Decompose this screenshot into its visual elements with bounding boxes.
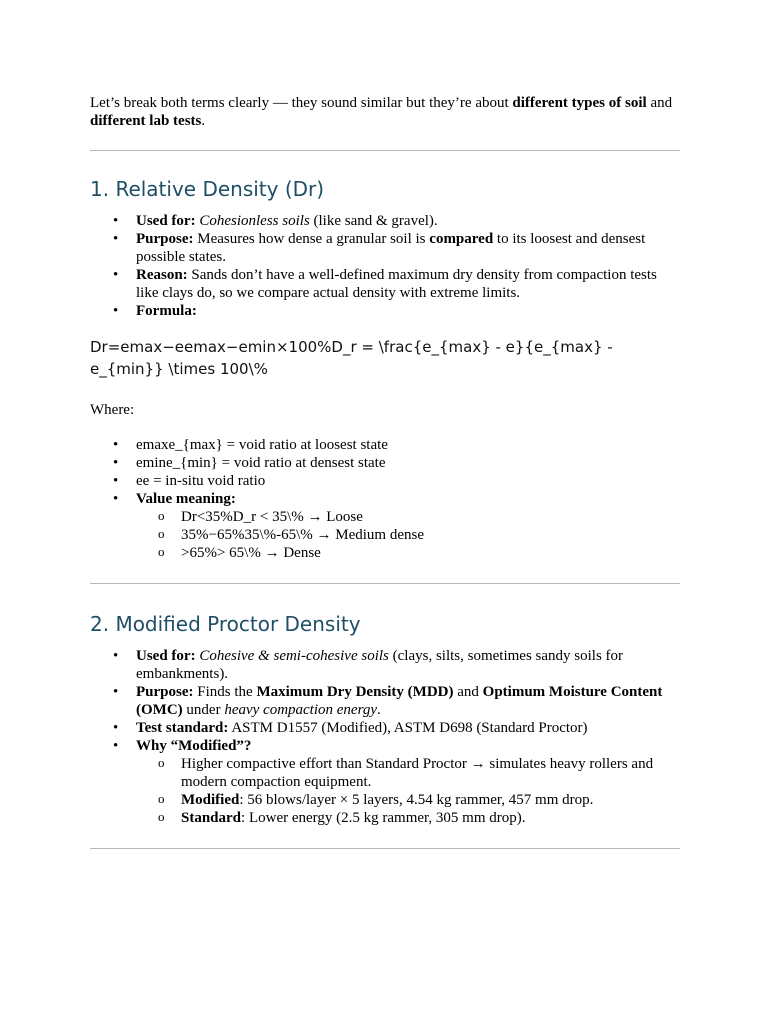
intro-text: . (201, 113, 206, 129)
intro-bold-soil: different types of soil (512, 95, 647, 111)
list-item-reason (90, 266, 680, 302)
sublist-item-standard (136, 809, 680, 827)
list-item-purpose (90, 683, 680, 719)
sublist-item-loose: o Dr<35%D_r < 35\% → Loose (136, 508, 680, 526)
label: Modified (181, 792, 240, 808)
list-item-why-modified (90, 737, 680, 827)
value-meaning-sublist (91, 508, 680, 562)
list-item-purpose (90, 230, 680, 266)
text: Finds the (193, 684, 257, 700)
italic-text: heavy compaction energy (224, 702, 378, 718)
text: ASTM D1557 (Modified), ASTM D698 (Standard Proctor) (228, 720, 588, 736)
list-item-used-for (90, 647, 680, 683)
list-item-test-standard (90, 719, 680, 737)
text: (clays, silts, sometimes sandy soils for embankments). (136, 648, 624, 682)
divider (90, 848, 680, 849)
bold-text: compared (429, 231, 494, 247)
section-1-heading: 1. Relative Density (Dr) (90, 177, 325, 201)
label: Purpose: (136, 231, 194, 247)
divider (90, 583, 680, 584)
label: Formula: (136, 303, 197, 319)
document-body (90, 94, 680, 849)
text: and (453, 684, 483, 700)
label: Reason: (136, 267, 188, 283)
label: Used for: (136, 213, 196, 229)
variables-list (90, 436, 680, 562)
intro-paragraph (90, 94, 680, 130)
text: to its loosest and densest possible states. (136, 231, 646, 265)
label: Standard (181, 810, 242, 826)
list-item-emin: • emine_{min} = void ratio at densest state (90, 454, 680, 472)
section-2-list (90, 647, 680, 827)
text: Sands don’t have a well-defined maximum dry density from compaction tests like clays do, so we compare actual density with extreme limits. (136, 267, 657, 301)
text: under (182, 702, 225, 718)
sublist-item-higher-effort: o Higher compactive effort than Standard Proctor → simulates heavy rollers and modern compaction equipment. (136, 755, 680, 791)
text: : Lower energy (2.5 kg rammer, 305 mm drop). (241, 810, 526, 826)
list-item-e: • ee = in-situ void ratio (90, 472, 680, 490)
label: Purpose: (136, 684, 194, 700)
list-item-formula (90, 302, 680, 320)
text: Measures how dense a granular soil is (193, 231, 430, 247)
formula-text: Dr=emax−eemax−emin×100%D_r = \frac{e_{max} - e}{e_{max} - e_{min}} \times 100\% (90, 338, 613, 378)
label: Test standard: (136, 720, 229, 736)
bold-text: Maximum Dry Density (MDD) (256, 684, 454, 700)
text: (like sand & gravel). (309, 213, 438, 229)
sublist-item-dense: o >65%> 65\% → Dense (136, 544, 680, 562)
why-modified-sublist (91, 755, 680, 827)
text: . (377, 702, 381, 718)
list-item-emax: • emaxe_{max} = void ratio at loosest state (90, 436, 680, 454)
list-item-used-for (90, 212, 680, 230)
intro-text: and (646, 95, 673, 111)
sublist-item-modified (136, 791, 680, 809)
text: : 56 blows/layer × 5 layers, 4.54 kg rammer, 457 mm drop. (239, 792, 594, 808)
divider (90, 150, 680, 151)
italic-text: Cohesive & semi-cohesive soils (199, 648, 389, 664)
section-2-heading: 2. Modified Proctor Density (90, 612, 361, 636)
where-label: Where: (90, 402, 135, 418)
section-1-list (90, 212, 680, 320)
sublist-item-medium: o 35%−65%35\%-65\% → Medium dense (136, 526, 680, 544)
bold-text: Optimum Moisture Content (OMC) (136, 684, 663, 718)
intro-text: Let’s break both terms clearly — they sound similar but they’re about (90, 95, 513, 111)
list-item-value-meaning (90, 490, 680, 562)
label: Value meaning: (136, 491, 236, 507)
label: Why “Modified”? (136, 738, 252, 754)
intro-bold-tests: different lab tests (90, 113, 202, 129)
label: Used for: (136, 648, 196, 664)
italic-text: Cohesionless soils (199, 213, 310, 229)
